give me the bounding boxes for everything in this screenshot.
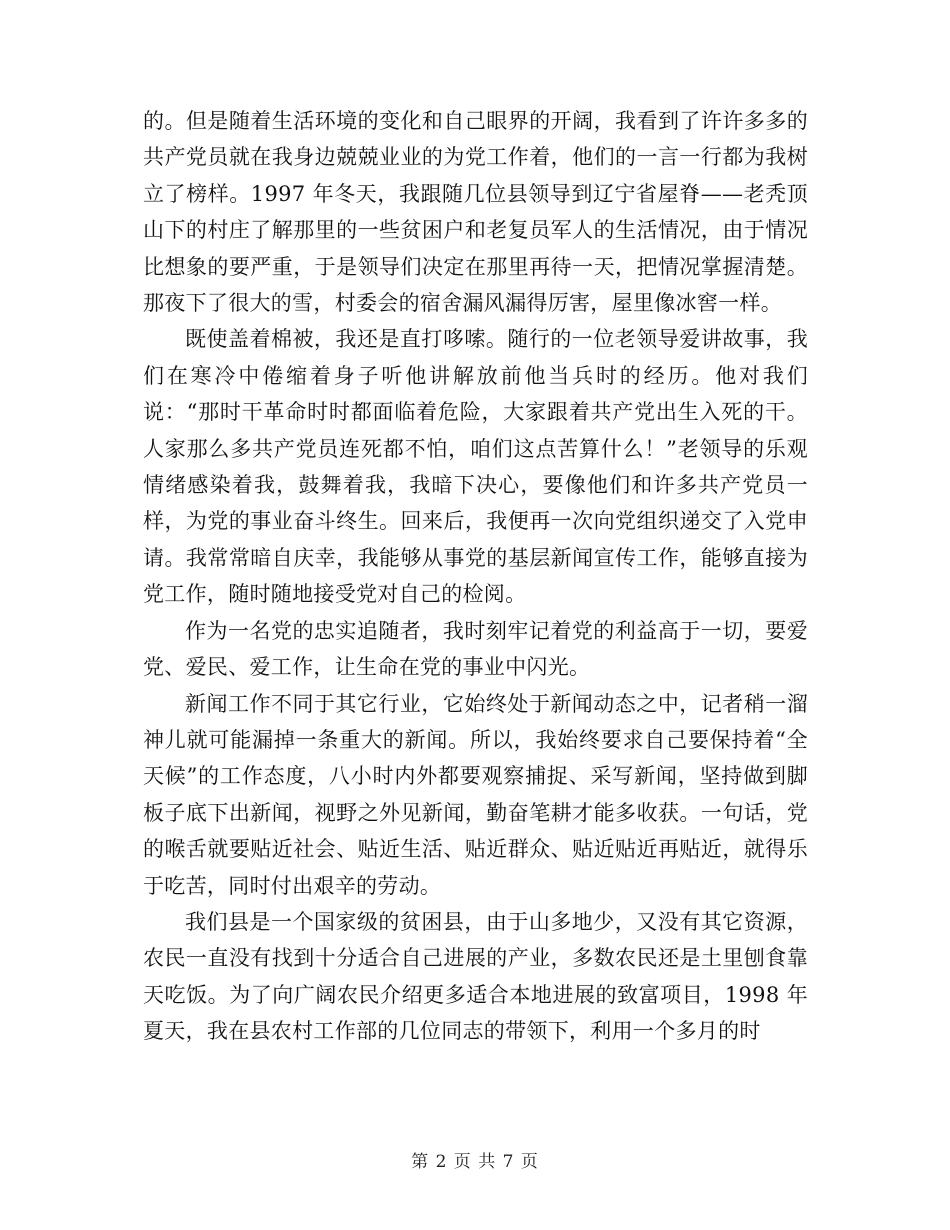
body-text bbox=[143, 103, 808, 1050]
paragraph-4: 新闻工作不同于其它行业，它始终处于新闻动态之中，记者稍一溜神儿就可能漏掉一条重大的新闻。所以，我始终要求自己要保持着“全天候”的工作态度，八小时内外都要观察捕捉、采写新闻，坚持做到脚板子底下出新闻，视野之外见新闻，勤奋笔耕才能多收获。一句话，党的喉舌就要贴近社会、贴近生活、贴近群众、贴近贴近再贴近，就得乐于吃苦，同时付出艰辛的劳动。 bbox=[143, 691, 808, 898]
paragraph-2: 既使盖着棉被，我还是直打哆嗦。随行的一位老领导爱讲故事，我们在寒冷中倦缩着身子听他讲解放前他当兵时的经历。他对我们说：“那时干革命时时都面临着危险，大家跟着共产党出生入死的干。人家那么多共产党员连死都不怕，咱们这点苦算什么！”老领导的乐观情绪感染着我，鼓舞着我，我暗下决心，要像他们和许多共产党员一样，为党的事业奋斗终生。回来后，我便再一次向党组织递交了入党申请。我常常暗自庆幸，我能够从事党的基层新闻宣传工作，能够直接为党工作，随时随地接受党对自己的检阅。 bbox=[143, 327, 808, 607]
paragraph-3: 作为一名党的忠实追随者，我时刻牢记着党的利益高于一切，要爱党、爱民、爱工作，让生命在党的事业中闪光。 bbox=[143, 618, 808, 680]
paragraph-5: 我们县是一个国家级的贫困县，由于山多地少，又没有其它资源，农民一直没有找到十分适合自己进展的产业，多数农民还是土里刨食靠天吃饭。为了向广阔农民介绍更多适合本地进展的致富项目，1998 年夏天，我在县农村工作部的几位同志的带领下，利用一个多月的时 bbox=[143, 909, 809, 1044]
paragraph-1: 的。但是随着生活环境的变化和自己眼界的开阔，我看到了许许多多的共产党员就在我身边兢兢业业的为党工作着，他们的一言一行都为我树立了榜样。1997 年冬天，我跟随几位县领导到辽宁省屋脊——老秃顶山下的村庄了解那里的一些贫困户和老复员军人的生活情况，由于情况比想象的要严重，于是领导们决定在那里再待一天，把情况掌握清楚。那夜下了很大的雪，村委会的宿舍漏风漏得厉害，屋里像冰窖一样。 bbox=[143, 109, 808, 316]
page-number-footer: 第 2 页 共 7 页 bbox=[411, 1152, 539, 1172]
